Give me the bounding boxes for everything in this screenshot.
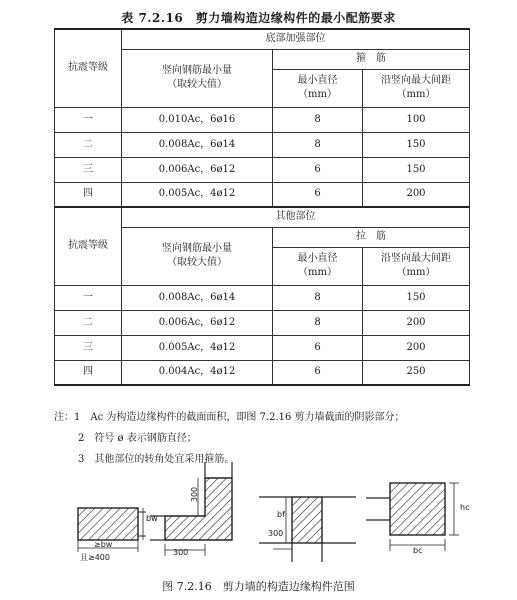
label-bw: bw (146, 514, 158, 523)
cell-spacing: 200 (363, 182, 470, 207)
cell-spacing: 250 (363, 360, 470, 385)
col-group-tie: 拉 筋 (273, 227, 470, 247)
cell-dia: 8 (273, 132, 363, 157)
cell-grade: 四 (55, 360, 122, 385)
col-dia-line2: （mm） (298, 267, 337, 278)
dim-300-horizontal: 300 (173, 548, 189, 557)
cell-dia: 6 (273, 182, 363, 207)
cell-grade: 一 (55, 107, 122, 132)
label-bw-min: ≥bw (94, 540, 113, 549)
cell-dia: 8 (273, 107, 363, 132)
cell-vertical: 0.005Ac，4ø12 (122, 182, 273, 207)
cell-spacing: 200 (363, 310, 470, 335)
cell-spacing: 200 (363, 335, 470, 360)
label-bf: bf (277, 510, 285, 519)
col-spacing-line2: （mm） (396, 267, 436, 278)
col-grade-header-2: 抗震等级 (55, 207, 122, 285)
section-header-bottom: 底部加强部位 (122, 29, 470, 49)
note-lead: 注： (54, 412, 74, 423)
col-vertical-line1: 竖向钢筋最小量 (162, 65, 232, 76)
cell-vertical: 0.008Ac，6ø14 (122, 285, 273, 310)
cell-spacing: 100 (363, 107, 470, 132)
col-grade-header: 抗震等级 (55, 29, 122, 107)
cell-grade: 二 (55, 310, 122, 335)
cell-dia: 6 (273, 157, 363, 182)
section-header-other: 其他部位 (122, 207, 470, 227)
cell-vertical: 0.006Ac，6ø12 (122, 310, 273, 335)
col-dia-line1: 最小直径 (297, 75, 338, 86)
label-400: 且≥400 (80, 553, 110, 562)
cell-vertical: 0.004Ac，4ø12 (122, 360, 273, 385)
cell-vertical: 0.010Ac，6ø16 (122, 107, 273, 132)
cell-grade: 二 (55, 132, 122, 157)
cell-spacing: 150 (363, 132, 470, 157)
section-b-corner (150, 462, 232, 556)
dim-300-vertical: 300 (190, 486, 200, 503)
cell-dia: 8 (273, 285, 363, 310)
note-3: 3 其他部位的转角处宜采用箍筋。 (78, 454, 235, 465)
cell-dia: 6 (273, 360, 363, 385)
cell-vertical: 0.008Ac，6ø14 (122, 132, 273, 157)
col-group-stirrup: 箍 筋 (273, 49, 470, 69)
table-title: 表 7.2.16 剪力墙构造边缘构件的最小配筋要求 (121, 11, 396, 25)
section-d-column (366, 483, 459, 551)
figure-caption: 图 7.2.16 剪力墙的构造边缘构件范围 (162, 580, 355, 593)
note-1-text: 1 Ac 为构造边缘构件的截面面积，即图 7.2.16 剪力墙截面的阴影部分； (74, 412, 405, 423)
cell-grade: 三 (55, 157, 122, 182)
cell-spacing: 150 (363, 157, 470, 182)
cell-vertical: 0.005Ac，4ø12 (122, 335, 273, 360)
cell-spacing: 150 (363, 285, 470, 310)
col-dia-line2: （mm） (298, 89, 337, 100)
cell-dia: 6 (273, 335, 363, 360)
cell-grade: 四 (55, 182, 122, 207)
col-vertical-line1: 竖向钢筋最小量 (162, 243, 232, 254)
col-spacing-line1: 沿竖向最大间距 (381, 253, 451, 264)
col-spacing-line1: 沿竖向最大间距 (381, 75, 451, 86)
cell-dia: 8 (273, 310, 363, 335)
col-vertical-line2: （取较大值） (167, 79, 227, 90)
note-2: 2 符号 ø 表示钢筋直径； (78, 433, 197, 444)
cell-grade: 三 (55, 335, 122, 360)
col-vertical-line2: （取较大值） (167, 257, 227, 268)
cell-grade: 一 (55, 285, 122, 310)
label-hc: hc (460, 503, 470, 512)
dim-300-third: 300 (268, 529, 284, 538)
cell-vertical: 0.006Ac，6ø12 (122, 157, 273, 182)
col-dia-line1: 最小直径 (297, 253, 338, 264)
col-spacing-line2: （mm） (396, 89, 436, 100)
label-bc: bc (413, 546, 423, 555)
